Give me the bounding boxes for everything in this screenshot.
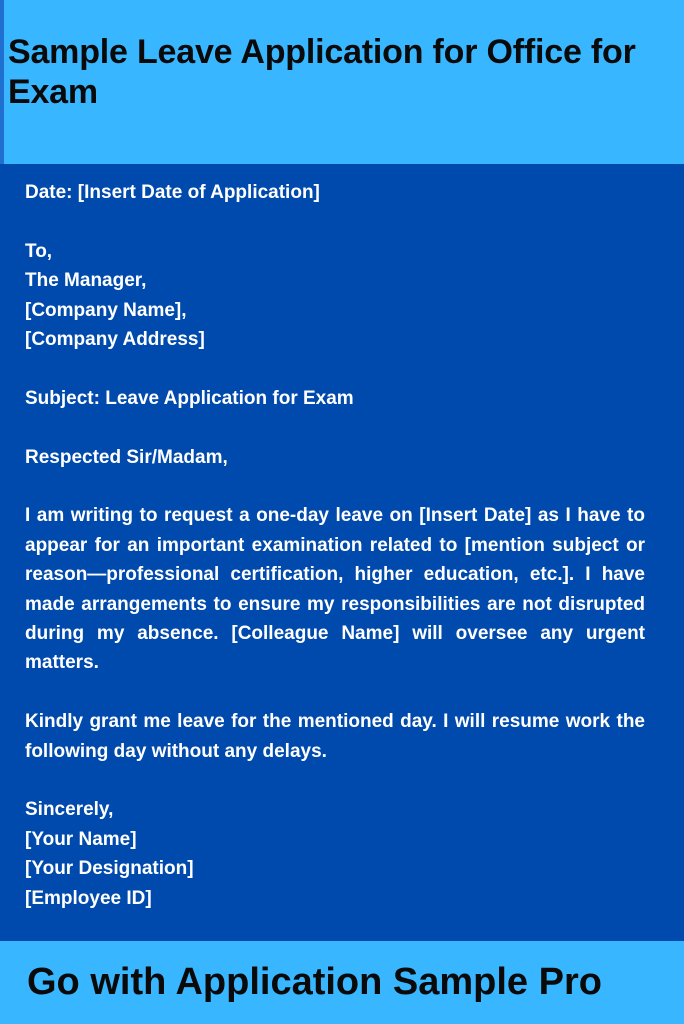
footer-banner bbox=[0, 941, 684, 1024]
recipient-line: [Company Name], bbox=[25, 299, 187, 321]
closing-line: [Your Designation] bbox=[25, 858, 194, 880]
footer-brand-text: Go with Application Sample Pro bbox=[27, 961, 602, 1003]
closing-line: [Employee ID] bbox=[25, 887, 152, 909]
recipient-line: To, bbox=[25, 240, 53, 262]
closing-line: [Your Name] bbox=[25, 828, 137, 850]
recipient-line: The Manager, bbox=[25, 270, 147, 292]
letter-paragraph: Kindly grant me leave for the mentioned day. I will resume work the following day without any delays. bbox=[25, 711, 645, 762]
page-title: Sample Leave Application for Office for Exam bbox=[8, 33, 636, 111]
letter-salutation: Respected Sir/Madam, bbox=[25, 446, 228, 468]
letter-recipient bbox=[25, 237, 645, 355]
recipient-line: [Company Address] bbox=[25, 329, 205, 351]
letter-body bbox=[25, 178, 645, 942]
letter-date: Date: [Insert Date of Application] bbox=[25, 182, 320, 203]
letter-subject: Subject: Leave Application for Exam bbox=[25, 387, 354, 409]
letter-closing bbox=[25, 795, 645, 913]
closing-line: Sincerely, bbox=[25, 799, 114, 821]
title-banner bbox=[0, 0, 684, 164]
letter-paragraph: I am writing to request a one-day leave on [Insert Date] as I have to appear for an important examination related to [mention subject or reason—professional certification, higher education, etc.]. I have made arrangements to ensure my responsibilities are not disrupted during my absence. [Colleague Name] will oversee any urgent matters. bbox=[25, 505, 645, 674]
